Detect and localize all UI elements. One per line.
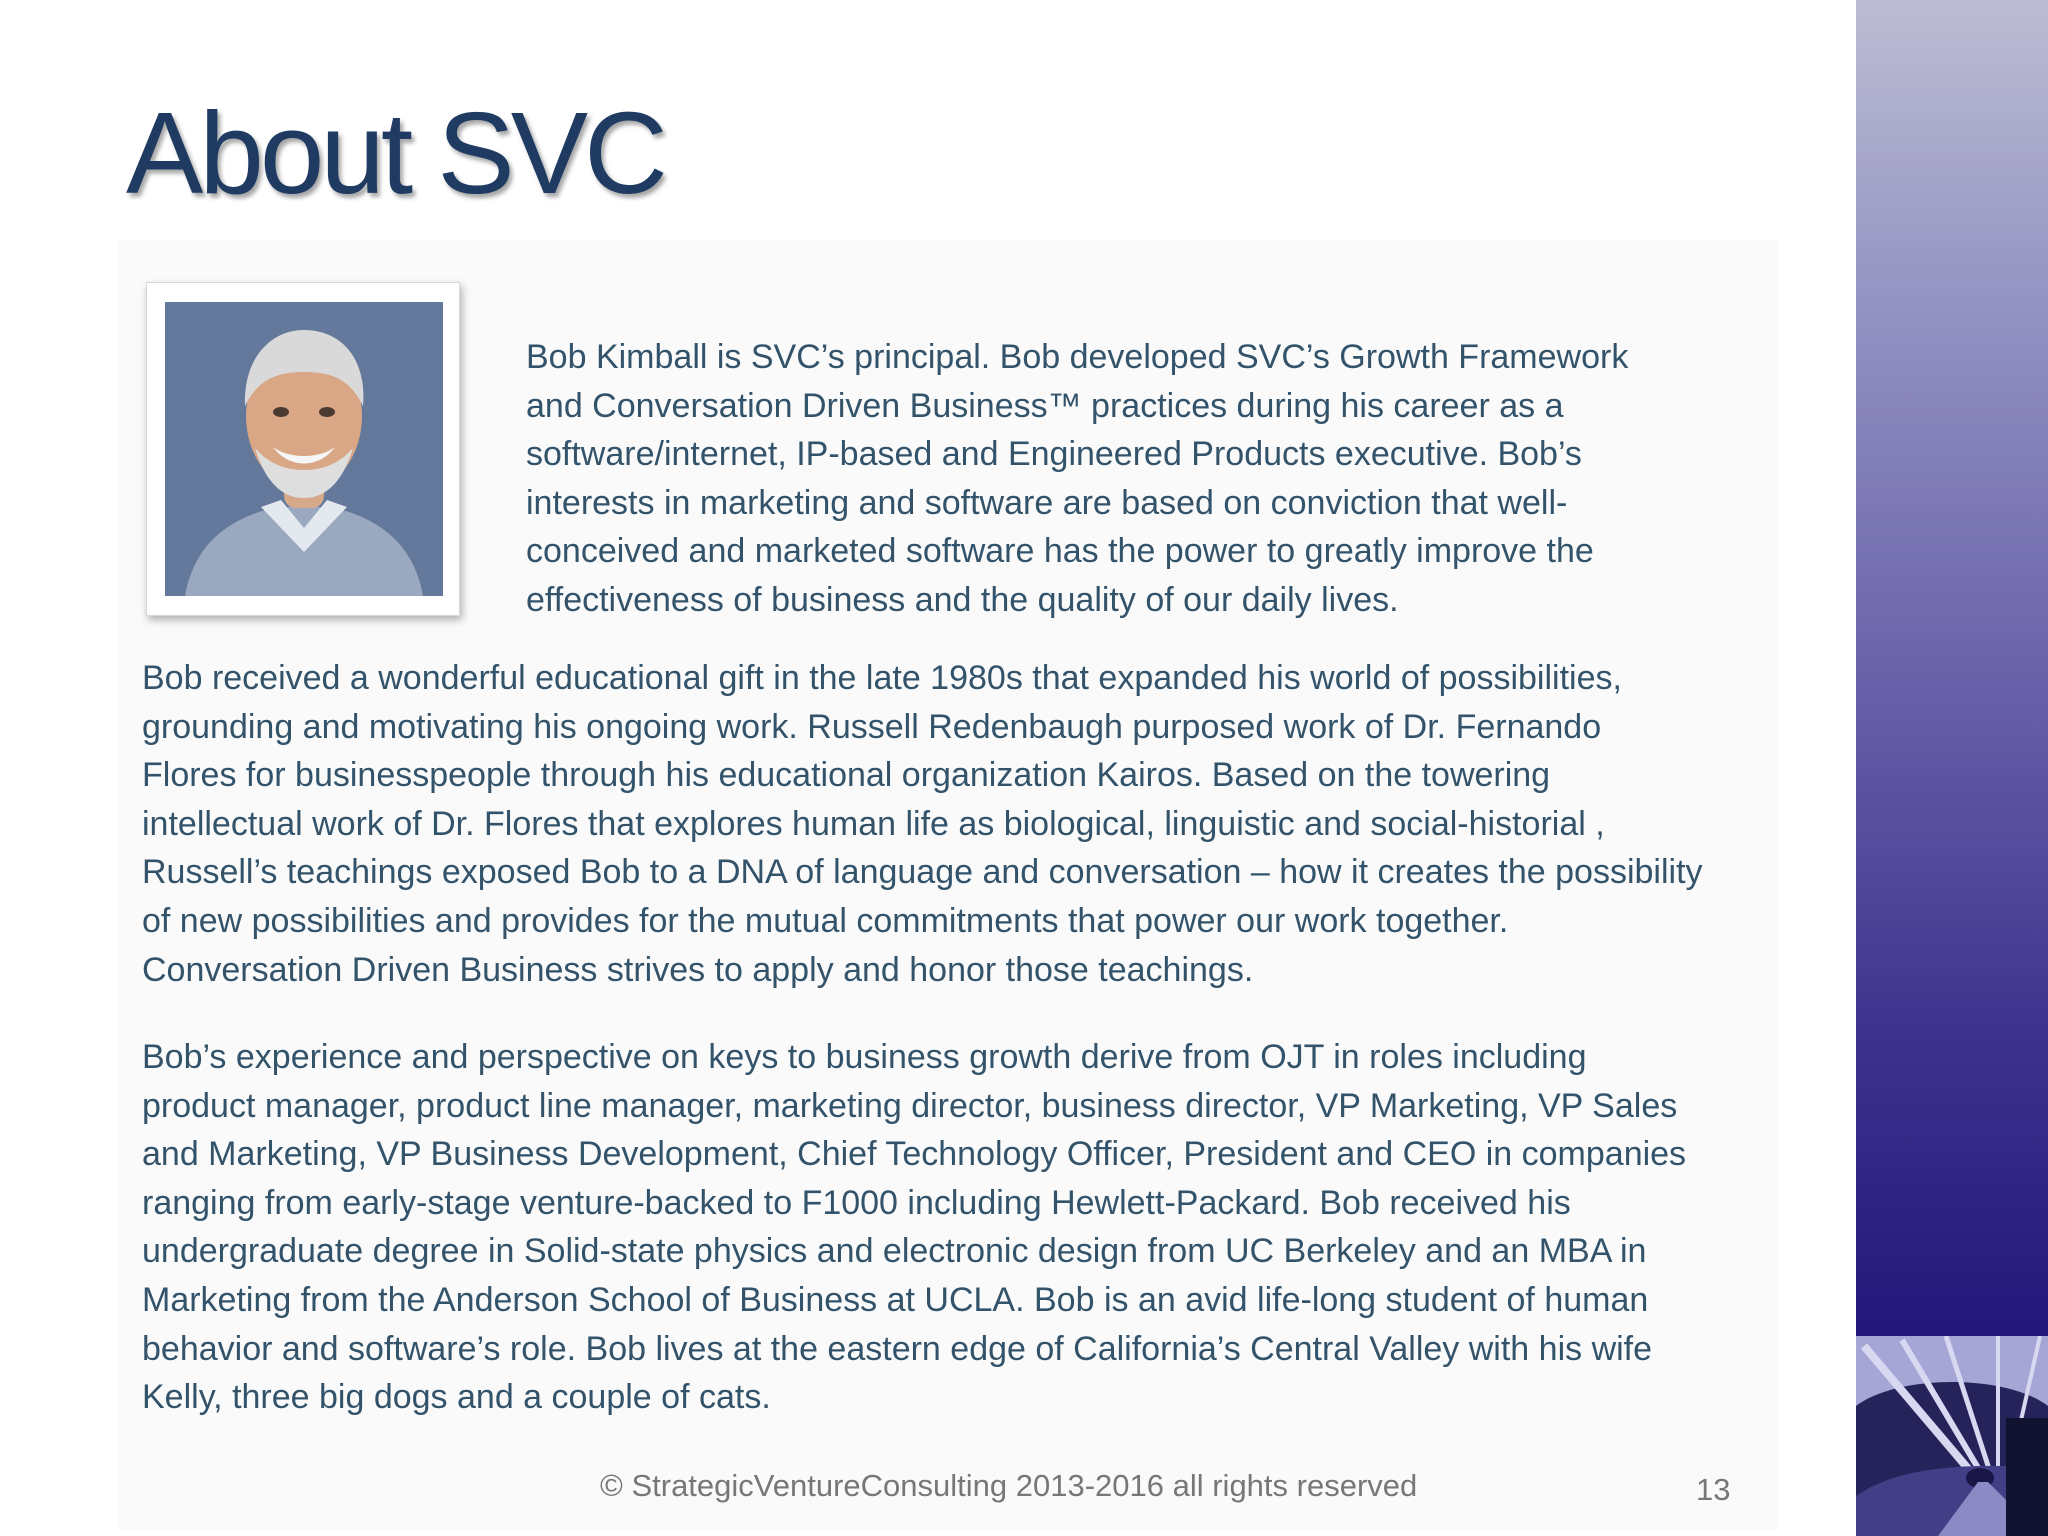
subway-tunnel-photo (1856, 1336, 2048, 1536)
intro-paragraph: Bob Kimball is SVC’s principal. Bob developed SVC’s Growth Framework and Conversation Driven Business™ practices during his career as a software/internet, IP-based and Engineered Products executive. Bob’s interests in marketing and software are based on conviction that well- conceived and marketed software has the power to greatly improve the effectiveness of business and the quality of our daily lives. (526, 338, 1629, 619)
portrait-photo (165, 302, 443, 596)
portrait-photo-icon (165, 302, 443, 596)
educational-gift-paragraph: Bob received a wonderful educational gift in the late 1980s that expanded his world of possibilities, grounding and motivating his ongoing work. Russell Redenbaugh purposed work of Dr. Fernando Flores for businesspeople through his educational organization Kairos. Based on the towering intellectual work of Dr. Flores that explores human life as biological, linguistic and social-historial , Russell’s teachings exposed Bob to a DNA of language and conversation – how it creates the possibility of new possibilities and provides for the mutual commitments that power our work together. Conversation Driven Business strives to apply and honor those teachings. (142, 659, 1703, 989)
page-number: 13 (1696, 1472, 1731, 1507)
decorative-gradient-sidebar (1856, 0, 2048, 1336)
page-title: About SVC (126, 88, 664, 218)
portrait-frame (146, 282, 460, 616)
subway-tunnel-photo-icon (1856, 1336, 2048, 1536)
copyright-footer: © StrategicVentureConsulting 2013-2016 all rights reserved (600, 1468, 1418, 1503)
experience-paragraph: Bob’s experience and perspective on keys to business growth derive from OJT in roles including product manager, product line manager, marketing director, business director, VP Marketing, VP Sales and Marketing, VP Business Development, Chief Technology Officer, President and CEO in companies ranging from early-stage venture-backed to F1000 including Hewlett-Packard. Bob received his undergraduate degree in Solid-state physics and electronic design from UC Berkeley and an MBA in Marketing from the Anderson School of Business at UCLA. Bob is an avid life-long student of human behavior and software’s role. Bob lives at the eastern edge of California’s Central Valley with his wife Kelly, three big dogs and a couple of cats. (142, 1038, 1687, 1417)
